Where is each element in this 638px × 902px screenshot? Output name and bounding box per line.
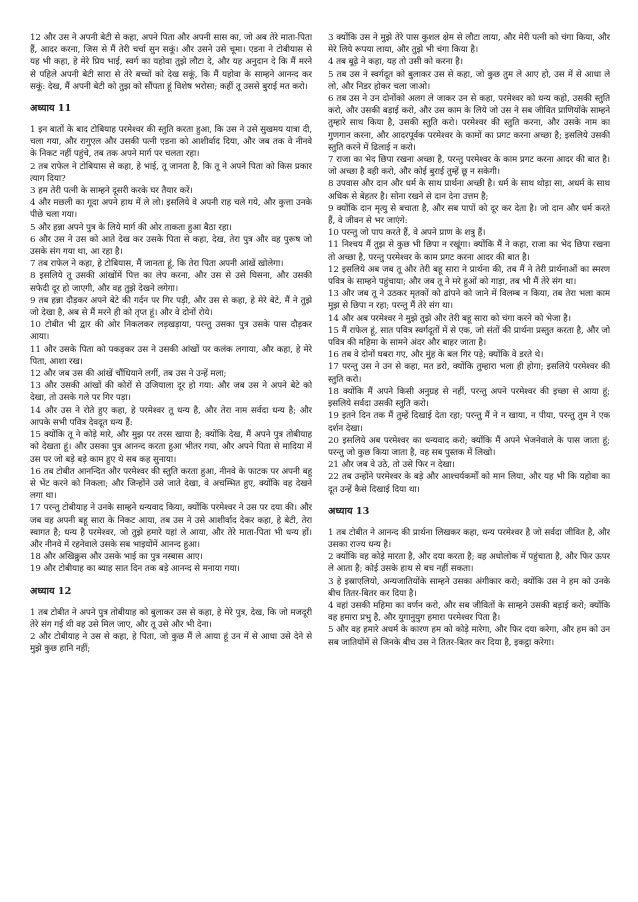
verse-paragraph: 15 मैं राफेल हूं, सात पवित्र स्वर्गदूतों में से एक, जो संतों की प्रार्थना प्रस्तुत करता है, और जो पवित्र की महिमा के सामने अंदर और बाहर जाता है। (328, 325, 610, 349)
verse-paragraph: 17 परन्तु उस ने उन से कहा, मत डरो, क्योंकि तुम्हारा भला ही होगा; इसलिये परमेश्वर की स्तुति करो। (328, 362, 610, 385)
chapter-heading-11: अध्याय 11 (30, 103, 72, 115)
verse-paragraph: 5 तब उस ने स्वर्गदूत को बुलाकर उस से कहा, जो कुछ तुम ले आए हो, उस में से आधा ले लो, और निडर होकर चला जाओ। (328, 69, 610, 92)
verse-paragraph: 10 परन्तु जो पाप करते हैं, वे अपने प्राण के शत्रु हैं। (328, 228, 486, 239)
verse-paragraph: 7 राजा का भेद छिपा रखना अच्छा है, परन्तु परमेश्वर के काम प्रगट करना आदर की बात है। जो अच्छा है वही करो, और कोई बुराई तुम्हें छू न सकेगी। (328, 155, 610, 178)
verse-paragraph: 5 और वह हमारे अधर्म के कारण हम को कोड़े मारेगा, और फिर दया करेगा, और हम को उन सब जातियोंमें से जिनके बीच उस ने तितर-बितर कर दिया है, इकट्ठा करेगा। (328, 625, 610, 648)
verse-paragraph: 4 और मछली का गूदा अपने हाथ में ले लो। इसलिये वे अपनी राह चले गये, और कुत्ता उनके पीछे चला गया। (30, 198, 312, 221)
verse-paragraph: 19 और टोबीयाह का ब्याह सात दिन तक बड़े आनन्द से मनाया गया। (30, 564, 240, 575)
verse-paragraph: 14 और उस ने रोते हुए कहा, हे परमेश्वर तू धन्य है, और तेरा नाम सर्वदा धन्य है; और आपके सभी पवित्र देवदूत धन्य हैं: (30, 405, 312, 428)
verse-paragraph: 14 और अब परमेश्वर ने मुझे तुझे और तेरी बहू सारा को चंगा करने को भेजा है। (328, 313, 571, 324)
verse-paragraph: 8 उपवास और दान और धर्म के साथ प्रार्थना अच्छी है। धर्म के साथ थोड़ा सा, अधर्म के साथ अधिक से बेहतर है। सोना रखने से दान देना उत्तम है; (328, 179, 610, 202)
verse-paragraph: 16 तब वे दोनों घबरा गए, और मुंह के बल गिर पड़े; क्योंकि वे डरते थे। (328, 350, 544, 361)
verse-paragraph: 21 और जब वे उठे, तो उसे फिर न देखा। (328, 460, 455, 471)
verse-paragraph: 6 और उस ने उस को आते देख कर उसके पिता से कहा, देख, तेरा पुत्र और वह पुरूष जो उसके संग गया था, आ रहा है। (30, 234, 312, 258)
verse-paragraph: 5 और हन्ना अपने पुत्र के लिये मार्ग की ओर ताकता हुआ बैठा रहा। (30, 222, 232, 233)
verse-paragraph: 2 तब राफेल ने टोबियास से कहा, हे भाई, तू जानता है, कि तू ने अपने पिता को किस प्रकार त्याग दिया? (30, 161, 312, 184)
verse-paragraph: 15 क्योंकि तू ने कोड़े मारे, और मुझ पर तरस खाया है; क्योंकि देख, मैं अपने पुत्र तोबीयाह को देखता हूं। और उसका पुत्र आनन्द करता हुआ भीतर गया, और अपने पिता से मादिया में उस पर जो बड़े बड़े काम हुए थे सब कह सुनाया। (30, 430, 312, 465)
verse-paragraph: 12 इसलिये अब जब तू और तेरी बहू सारा ने प्रार्थना की, तब मैं ने तेरी प्रार्थनाओं का स्मरण पवित्र के साम्हने पहुंचाया; और जब तू ने मरे हुओं को गाड़ा, तब भी मैं तेरे संग था। (328, 264, 610, 288)
verse-paragraph: 3 हम तेरी पत्नी के साम्हने दूसरी करके घर तैयार करें। (30, 186, 193, 197)
verse-paragraph: 12 और जब उस की आंखें चौंधियाने लगीं, तब उस ने उन्हें मला; (30, 369, 227, 380)
verse-paragraph: 20 इसलिये अब परमेश्वर का धन्यवाद करो; क्योंकि मैं अपने भेजनेवाले के पास जाता हूं; परन्तु जो कुछ किया जाता है, वह सब पुस्तक में लिखो। (328, 435, 610, 458)
verse-paragraph: 1 तब टोबीत ने आनन्द की प्रार्थना लिखकर कहा, धन्य परमेश्वर है जो सर्वदा जीवित है, और उसका राज्य धन्य है। (328, 527, 610, 550)
verse-paragraph: 3 क्योंकि उस ने मुझे तेरे पास कुशल क्षेम से लौटा लाया, और मेरी पत्नी को चंगा किया, और मेरे लिये रूपया लाया, और तुझे भी चंगा किया है। (328, 33, 610, 56)
chapter-heading-13: अध्याय 13 (328, 505, 370, 517)
verse-paragraph: 8 इसलिये तू उसकी आंखोंमें पित्त का लेप करना, और उस से उसे घिसना, और उसकी सफेदी दूर हो जाएगी, और वह तुझे देखने लगेगा। (30, 271, 312, 294)
verse-paragraph: 16 तब टोबीत आनन्दित और परमेश्वर की स्तुति करता हुआ, नीनवे के फाटक पर अपनी बहू से भेंट करने को निकला; और जिन्होंने उसे जाते देखा, वे अचम्भित हुए, क्योंकि वह देखने लगा था। (30, 466, 312, 502)
verse-paragraph: 9 क्योंकि दान मृत्यु से बचाता है, और सब पापों को दूर कर देता है। जो दान और धर्म करते हैं, वे जीवन से भर जाएंगे: (328, 203, 610, 227)
left-column (30, 32, 312, 882)
verse-paragraph: 6 तब उस ने उन दोनोंको अलग ले जाकर उन से कहा, परमेश्वर को धन्य कहो, उसकी स्तुति करो, और उसकी बड़ाई करो, और उस काम के लिये जो उस ने सब जीवित प्राणियोंके साम्हने तुम्हारे साथ किया है, उसकी स्तुति करो। परमेश्वर की स्तुति करना, और उसके नाम का गुणगान करना, और आदरपूर्वक परमेश्वर के कामों का प्रगट करना अच्छा है; इसलिये उसकी स्तुति करने में ढिलाई न करो। (328, 94, 610, 153)
verse-paragraph: 3 हे इस्राएलियो, अन्यजातियोंके साम्हने उसका अंगीकार करो; क्योंकि उस ने हम को उनके बीच तितर-बितर कर दिया है। (328, 576, 610, 599)
verse-paragraph: 7 तब राफेल ने कहा, हे टोबियास, मैं जानता हूं, कि तेरा पिता अपनी आंखें खोलेगा। (30, 259, 284, 270)
verse-paragraph: 12 और उस ने अपनी बेटी से कहा, अपने पिता और अपनी सास का, जो अब तेरे माता-पिता हैं, आदर करना, जिस से मैं तेरी चर्चा सुन सकूं। और उसने उसे चूमा। एडना ने टोबीयास से यह भी कहा, हे मेरे प्रिय भाई, स्वर्ग का यहोवा तुझे लौटा दे, और यह अनुदान दे कि मैं मरने से पहिले अपनी बेटी सारा से तेरे बच्चों को देख सकूं, कि मैं यहोवा के साम्हने आनन्द कर सकूं: देख, मैं अपनी बेटी को तुझ को सौंपता हूं विशेष भरोसा; कहीं तू उससे बुराई मत करो। (30, 33, 312, 92)
chapter-heading-12: अध्याय 12 (30, 585, 72, 597)
verse-paragraph: 19 इतने दिन तक मैं तुम्हें दिखाई देता रहा; परन्तु मैं ने न खाया, न पीया, परन्तु तुम ने एक दर्शन देखा। (328, 411, 610, 434)
verse-paragraph: 2 क्योंकि वह कोड़े मारता है, और दया करता है; वह अधोलोक में पहुंचाता है, और फिर ऊपर ले आता है; कोई उसके हाथ से बच नहीं सकता। (328, 552, 610, 575)
verse-paragraph: 4 तब बूढ़े ने कहा, यह तो उसी को करना है। (328, 57, 463, 68)
verse-paragraph: 22 तब उन्होंने परमेश्वर के बड़े और आश्चर्यकर्मों को मान लिया, और यह भी कि यहोवा का दूत उन्हें कैसे दिखाई दिया था। (328, 472, 610, 495)
verse-paragraph: 18 क्योंकि मैं अपने किसी अनुग्रह से नहीं, परन्तु अपने परमेश्वर की इच्छा से आया हूं; इसलिये सर्वदा उसकी स्तुति करो। (328, 386, 610, 410)
verse-paragraph: 13 और जब तू ने उठकर मृतकों को ढांपने को जाने में विलम्ब न किया, तब तेरा भला काम मुझ से छिपा न रहा; परन्तु मैं तेरे संग था। (328, 289, 610, 312)
verse-paragraph: 11 निश्चय मैं तुझ से कुछ भी छिपा न रखूंगा। क्योंकि मैं ने कहा, राजा का भेद छिपा रखना तो अच्छा है, परन्तु परमेश्वर के काम प्रगट करना आदर की बात है। (328, 240, 610, 263)
verse-paragraph: 4 वहां उसकी महिमा का वर्णन करो, और सब जीवितों के साम्हने उसकी बड़ाई करो; क्योंकि वह हमारा प्रभु है, और युगानुयुग हमारा परमेश्वर पिता है। (328, 600, 610, 624)
verse-paragraph: 10 टोबीत भी द्वार की ओर निकलकर लड़खड़ाया, परन्तु उसका पुत्र उसके पास दौड़कर आया। (30, 320, 312, 343)
verse-paragraph: 18 और अखिक्रुस और उसके भाई का पुत्र नस्बास आए। (30, 552, 203, 563)
verse-paragraph: 2 और टोबीयाह ने उस से कहा, हे पिता, जो कुछ मैं ले आया हूं उन में से आधा उसे देने से मुझे कुछ हानि नहीं; (30, 631, 312, 655)
verse-paragraph: 9 तब हन्ना दौड़कर अपने बेटे की गर्दन पर गिर पड़ी, और उस से कहा, हे मेरे बेटे, मैं ने तुझे जो देखा है, अब से मैं मरने ही को तृप्त हूं। और वे दोनों रोये। (30, 295, 312, 319)
verse-paragraph: 13 और उसकी आंखों की कोरों से उजियाला दूर हो गया: और जब उस ने अपने बेटे को देखा, तो उसके गले पर गिर पड़ा। (30, 381, 312, 404)
right-column (328, 32, 610, 882)
verse-paragraph: 17 परन्तु टोबीयाह ने उनके साम्हने धन्यवाद किया, क्योंकि परमेश्वर ने उस पर दया की। और जब वह अपनी बहू सारा के निकट आया, तब उस ने उसे आशीर्वाद देकर कहा, हे बेटी, तेरा स्वागत है; धन्य है परमेश्वर, जो तुझे हमारे यहां ले आया, और तेरे माता-पिता भी धन्य हों। और नीनवे में रहनेवाले उसके सब भाइयोंमें आनन्द हुआ। (30, 503, 312, 550)
verse-paragraph: 1 इन बातों के बाद टोबियाह परमेश्वर की स्तुति करता हुआ, कि उस ने उसे सुखमय यात्रा दी, चला गया, और रागुएल और उसकी पत्नी एडना को आशीर्वाद दिया, और जब तक वे नीनवे के निकट नहीं पहुंचे, तब तक अपने मार्ग पर चलता रहा। (30, 125, 312, 160)
verse-paragraph: 1 तब टोबीत ने अपने पुत्र तोबीयाह को बुलाकर उस से कहा, हे मेरे पुत्र, देख, कि जो मजदूरी तेरे संग गई थी वह उसे मिल जाए, और तू उसे और भी देना। (30, 607, 312, 630)
verse-paragraph: 11 और उसके पिता को पकड़कर उस ने उसकी आंखों पर कलंक लगाया, और कहा, हे मेरे पिता, आशा रख। (30, 344, 312, 367)
